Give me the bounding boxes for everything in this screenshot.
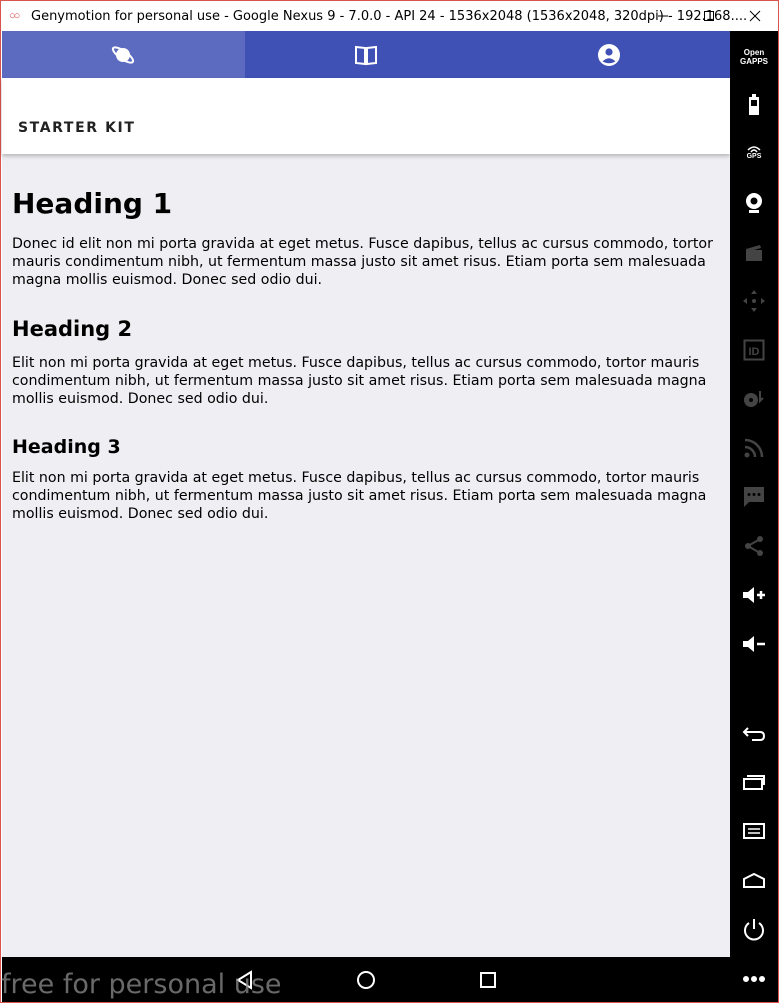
volume-up-button[interactable]: [730, 575, 778, 615]
more-icon: [742, 975, 766, 983]
opengapps-button[interactable]: [730, 37, 778, 77]
window-title: Genymotion for personal use - Google Nexus 9 - 7.0.0 - API 24 - 1536x2048 (1536x2048, 320dpi) - 192.168....: [31, 8, 748, 24]
gps-button[interactable]: [730, 133, 778, 173]
dpad-icon: [742, 289, 766, 313]
side-back-button[interactable]: [730, 713, 778, 753]
app-bar: [2, 78, 730, 154]
share-button[interactable]: [730, 526, 778, 566]
heading-3: Heading 3: [12, 436, 121, 458]
sms-button[interactable]: [730, 477, 778, 517]
gps-label: GPS: [746, 153, 762, 160]
tab-account[interactable]: [487, 31, 730, 78]
dpad-button[interactable]: [730, 281, 778, 321]
sms-icon: [743, 486, 765, 508]
volume-down-button[interactable]: [730, 624, 778, 664]
genymotion-toolbar: [730, 31, 778, 1002]
watermark: free for personal use: [1, 969, 282, 1000]
side-menu-button[interactable]: [730, 811, 778, 851]
media-button[interactable]: [730, 379, 778, 419]
opengapps-line1: Open: [743, 48, 765, 57]
minimize-icon: [657, 10, 669, 22]
paragraph-3: Elit non mi porta gravida at eget metus. Fusce dapibus, tellus ac cursus commodo, tortor mauris condimentum nibh, ut fermentum massa justo sit amet risus. Etiam porta sem malesuada magna mollis euismod. Donec sed odio dui.: [12, 470, 707, 522]
nav-recents-button[interactable]: [475, 967, 501, 993]
capture-icon: [744, 243, 764, 263]
more-button[interactable]: [730, 959, 778, 999]
side-home-button[interactable]: [730, 860, 778, 900]
close-icon: [749, 10, 761, 22]
webcam-icon: [744, 192, 764, 214]
device-id-button[interactable]: [730, 330, 778, 370]
menu-icon: [742, 822, 766, 840]
genymotion-logo-icon: ○○: [9, 10, 19, 22]
opengapps-line2: GAPPS: [739, 57, 768, 66]
close-button[interactable]: [732, 1, 778, 31]
device-id-icon: [743, 339, 765, 361]
heading-2: Heading 2: [12, 317, 133, 341]
heading-1: Heading 1: [12, 187, 173, 220]
media-icon: [743, 389, 765, 409]
share-icon: [743, 535, 765, 557]
volume-down-icon: [742, 634, 766, 654]
power-button[interactable]: [730, 910, 778, 950]
svg-text:ID: ID: [748, 346, 760, 358]
recents-icon: [742, 773, 766, 791]
title-bar[interactable]: [1, 1, 778, 31]
tab-docs[interactable]: [245, 31, 488, 78]
back-icon: [742, 724, 766, 742]
side-recents-button[interactable]: [730, 762, 778, 802]
maximize-icon: [703, 10, 715, 22]
home-icon: [356, 970, 376, 990]
paragraph-1: Donec id elit non mi porta gravida at eget metus. Fusce dapibus, tellus ac cursus commodo, tortor mauris condimentum nibh, ut fermentum massa justo sit amet risus. Etiam porta sem malesuada magna mollis euismod. Donec sed odio dui.: [12, 236, 713, 288]
tab-explore[interactable]: [2, 31, 245, 78]
nav-home-button[interactable]: [353, 967, 379, 993]
gps-icon: [747, 145, 762, 161]
webcam-button[interactable]: [730, 183, 778, 223]
planet-icon: [110, 42, 136, 68]
home-icon: [742, 871, 766, 889]
minimize-button[interactable]: [640, 1, 686, 31]
maximize-button[interactable]: [686, 1, 732, 31]
power-icon: [742, 918, 766, 942]
app-title: STARTER KIT: [18, 120, 136, 136]
network-button[interactable]: [730, 428, 778, 468]
battery-icon: [748, 94, 760, 116]
main-content: [12, 187, 724, 523]
account-circle-icon: [597, 43, 621, 67]
recents-icon: [479, 971, 497, 989]
device-screen: [2, 31, 730, 957]
network-icon: [744, 438, 764, 458]
book-icon: [354, 44, 378, 66]
tab-bar: [2, 31, 730, 78]
volume-up-icon: [742, 585, 766, 605]
capture-button[interactable]: [730, 233, 778, 273]
opengapps-icon: [740, 48, 768, 66]
paragraph-2: Elit non mi porta gravida at eget metus. Fusce dapibus, tellus ac cursus commodo, tortor mauris condimentum nibh, ut fermentum massa justo sit amet risus. Etiam porta sem malesuada magna mollis euismod. Donec sed odio dui.: [12, 355, 707, 407]
battery-button[interactable]: [730, 85, 778, 125]
